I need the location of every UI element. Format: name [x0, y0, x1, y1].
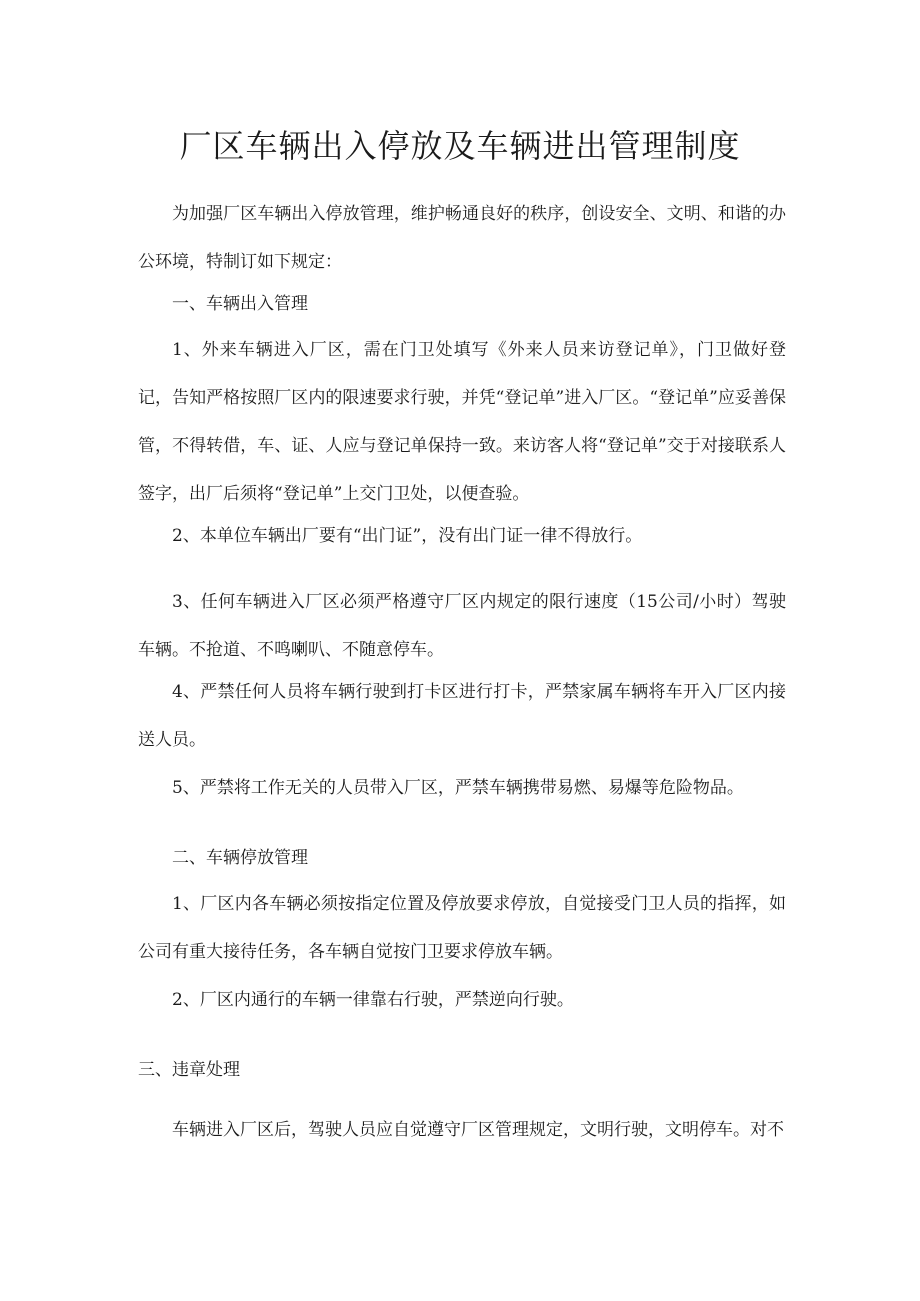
section2-heading: 二、车辆停放管理: [172, 848, 308, 868]
section3-heading: 三、违章处理: [138, 1060, 240, 1080]
section1-item-4: 4、严禁任何人员将车辆行驶到打卡区进行打卡，严禁家属车辆将车开入厂区内接送人员。: [138, 682, 786, 750]
section1-item-5: 5、严禁将工作无关的人员带入厂区，严禁车辆携带易燃、易爆等危险物品。: [172, 778, 744, 798]
section2-item-1: 1、厂区内各车辆必须按指定位置及停放要求停放，自觉接受门卫人员的指挥，如公司有重大接待任务，各车辆自觉按门卫要求停放车辆。: [138, 894, 786, 962]
section1-item-2: 2、本单位车辆出厂要有“出门证”，没有出门证一律不得放行。: [172, 526, 643, 546]
document-title: 厂区车辆出入停放及车辆进出管理制度: [179, 127, 741, 165]
section3-item-1: 车辆进入厂区后，驾驶人员应自觉遵守厂区管理规定，文明行驶，文明停车。对不: [172, 1120, 784, 1140]
section1-item-3: 3、任何车辆进入厂区必须严格遵守厂区内规定的限行速度（15公司/小时）驾驶车辆。不抢道、不鸣喇叭、不随意停车。: [138, 592, 786, 660]
section1-item-1: 1、外来车辆进入厂区，需在门卫处填写《外来人员来访登记单》，门卫做好登记，告知严格按照厂区内的限速要求行驶，并凭“登记单”进入厂区。“登记单”应妥善保管，不得转借，车、证、人应与登记单保持一致。来访客人将“登记单”交于对接联系人签字，出厂后须将“登记单”上交门卫处，以便查验。: [138, 340, 786, 504]
intro-paragraph: 为加强厂区车辆出入停放管理，维护畅通良好的秩序，创设安全、文明、和谐的办公环境，特制订如下规定：: [138, 204, 786, 272]
section2-item-2: 2、厂区内通行的车辆一律靠右行驶，严禁逆向行驶。: [172, 990, 574, 1010]
section1-heading: 一、车辆出入管理: [172, 294, 308, 314]
